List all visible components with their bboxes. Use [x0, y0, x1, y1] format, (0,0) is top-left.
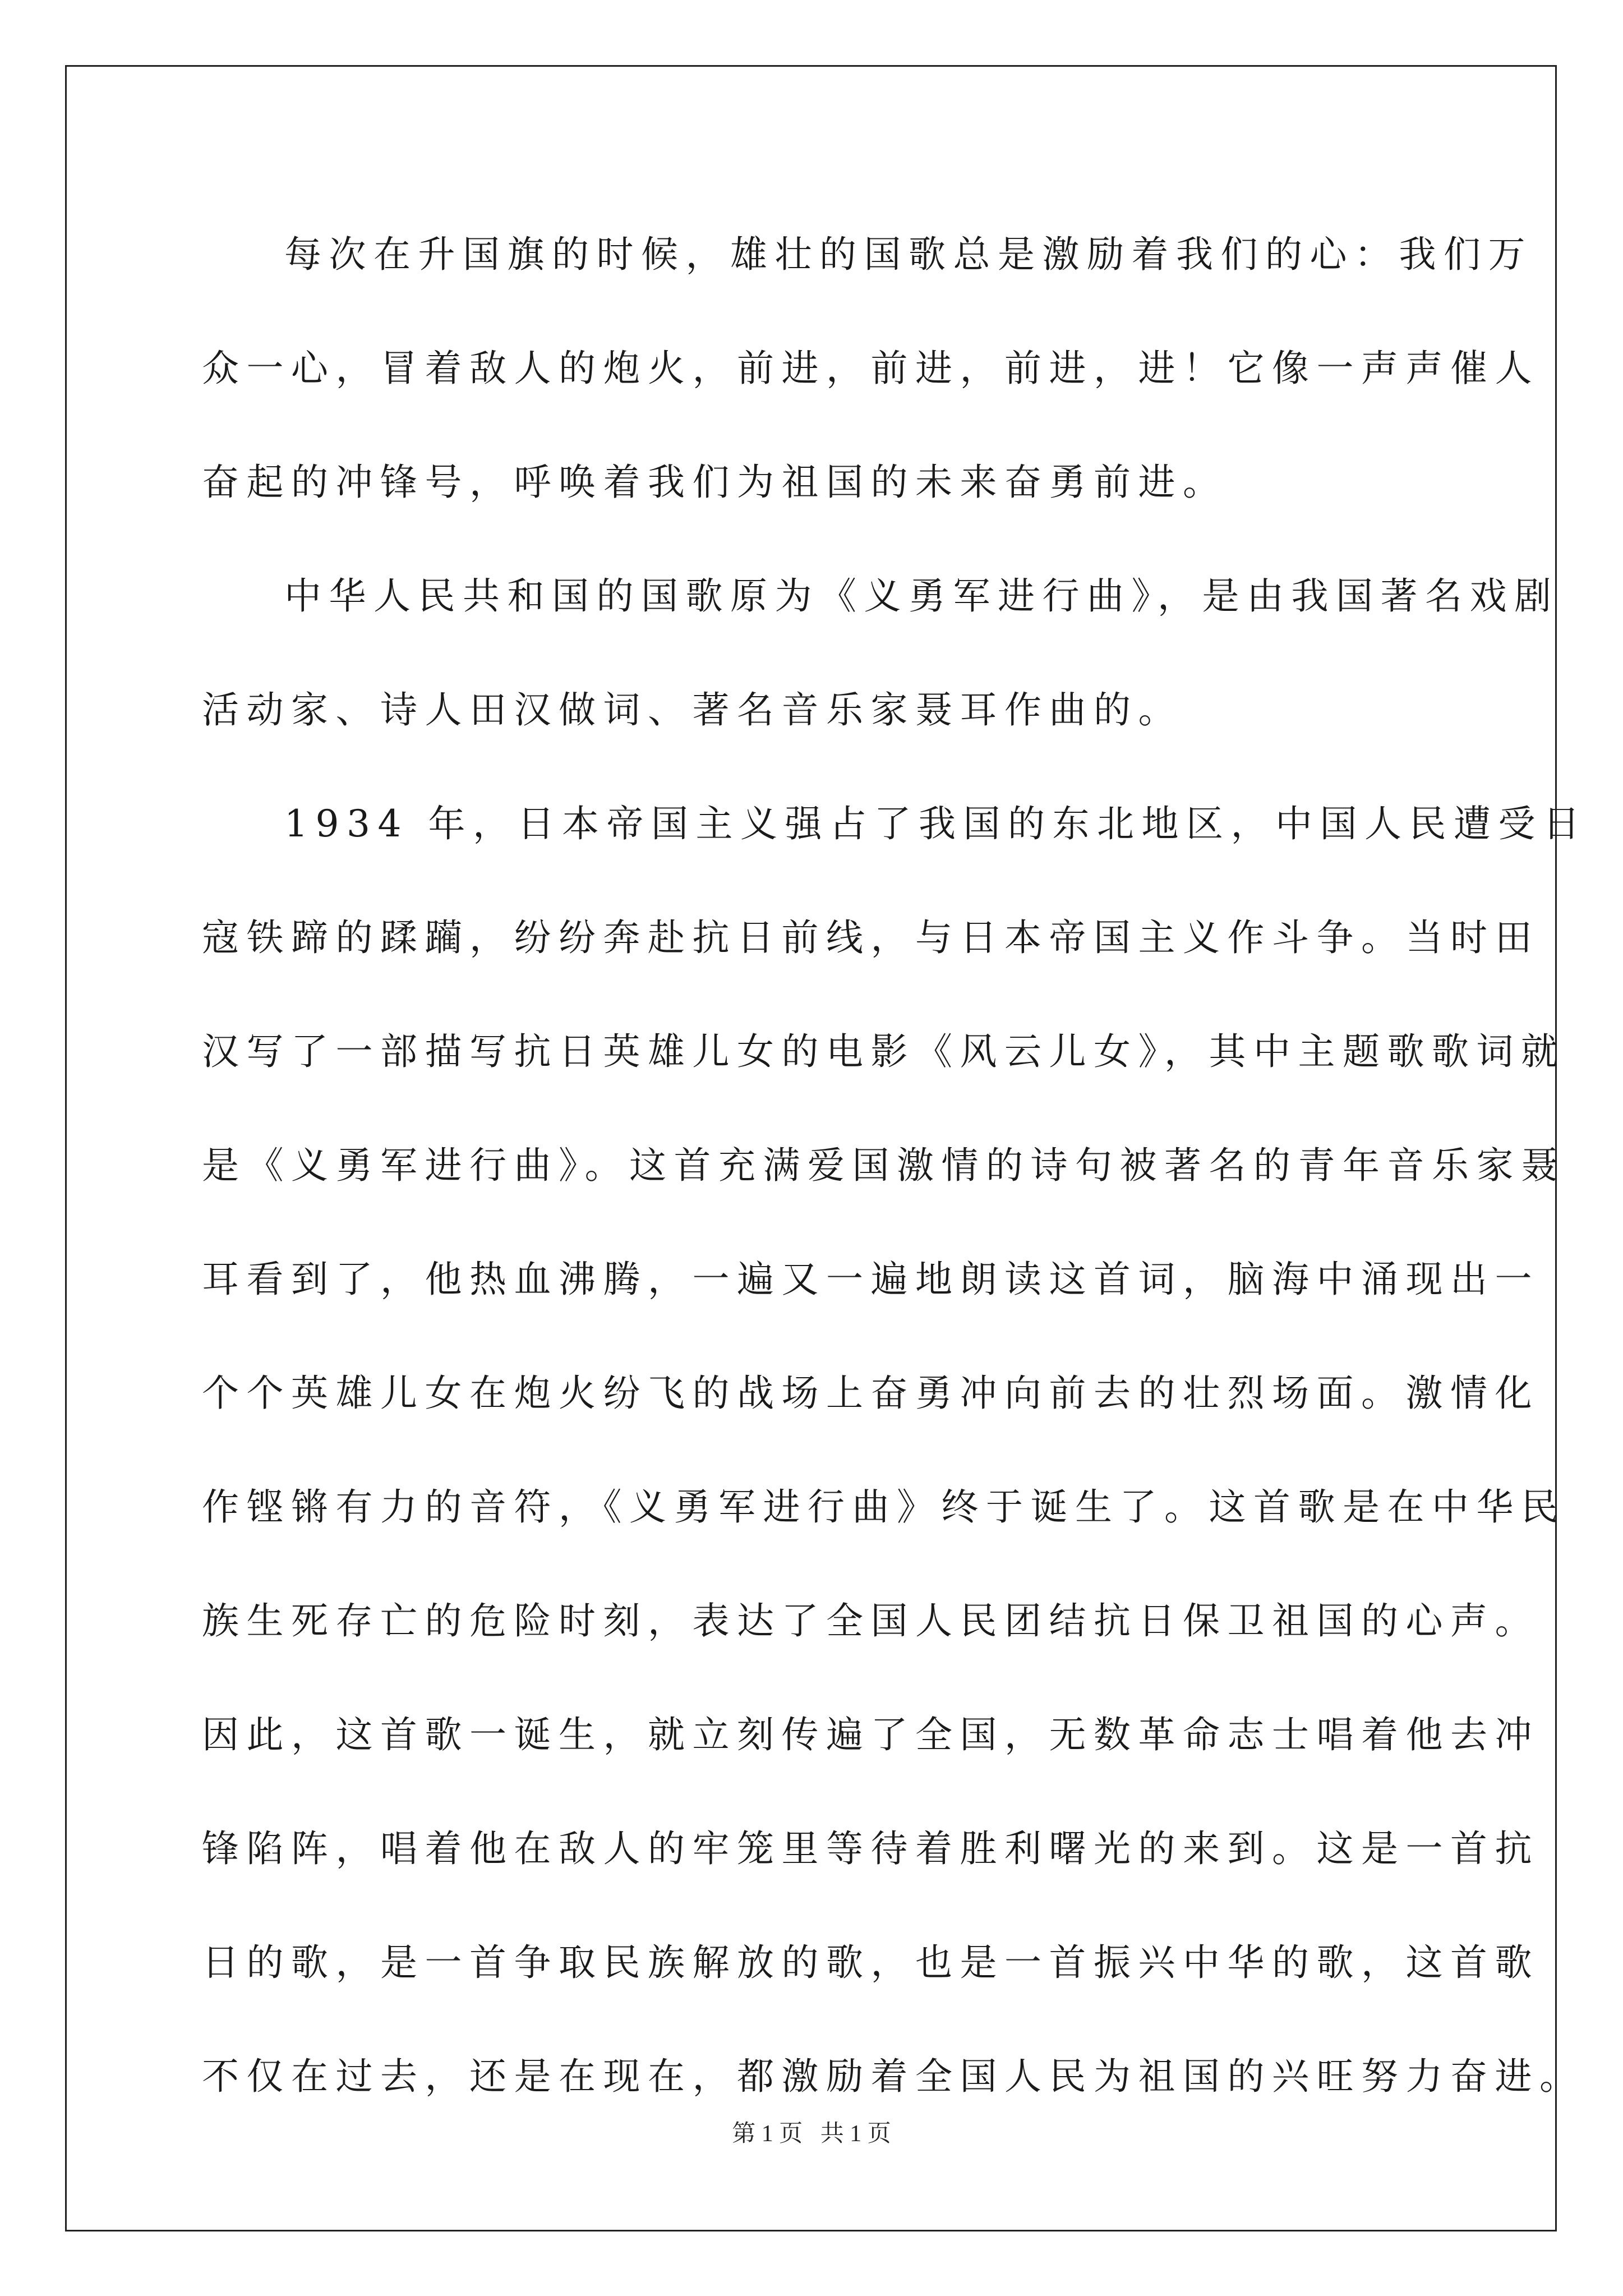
document-body: [202, 197, 1588, 2133]
paragraph-3: [202, 767, 1588, 2133]
text-line: 寇铁蹄的蹂躏，纷纷奔赴抗日前线，与日本帝国主义作斗争。当时田: [202, 916, 1539, 959]
text-line: 作铿锵有力的音符，《义勇军进行曲》终于诞生了。这首歌是在中华民: [202, 1485, 1566, 1529]
text-line: 因此，这首歌一诞生，就立刻传遍了全国，无数革命志士唱着他去冲: [202, 1713, 1539, 1756]
text-line: 汉写了一部描写抗日英雄儿女的电影《风云儿女》，其中主题歌歌词就: [202, 1030, 1566, 1073]
text-line: 不仅在过去，还是在现在，都激励着全国人民为祖国的兴旺努力奋进。: [202, 2055, 1584, 2098]
text-line: 1934 年，日本帝国主义强占了我国的东北地区，中国人民遭受日: [284, 802, 1588, 845]
text-line: 族生死存亡的危险时刻，表达了全国人民团结抗日保卫祖国的心声。: [202, 1599, 1539, 1642]
paragraph-1: [202, 197, 1539, 539]
text-line: 每次在升国旗的时候，雄壮的国歌总是激励着我们的心：我们万: [284, 233, 1533, 276]
page-footer: 第 1 页 共 1 页: [732, 2121, 891, 2147]
text-line: 众一心，冒着敌人的炮火，前进，前进，前进，进！它像一声声催人: [202, 347, 1539, 390]
text-line: 活动家、诗人田汉做词、著名音乐家聂耳作曲的。: [202, 688, 1183, 731]
text-line: 中华人民共和国的国歌原为《义勇军进行曲》，是由我国著名戏剧: [284, 574, 1559, 618]
text-line: 锋陷阵，唱着他在敌人的牢笼里等待着胜利曙光的来到。这是一首抗: [202, 1827, 1539, 1870]
text-line: 耳看到了，他热血沸腾，一遍又一遍地朗读这首词，脑海中涌现出一: [202, 1258, 1539, 1301]
text-line: 奋起的冲锋号，呼唤着我们为祖国的未来奋勇前进。: [202, 461, 1228, 504]
paragraph-2: [202, 539, 1559, 767]
text-line: 日的歌，是一首争取民族解放的歌，也是一首振兴中华的歌，这首歌: [202, 1941, 1539, 1984]
text-line: 是《义勇军进行曲》。这首充满爱国激情的诗句被著名的青年音乐家聂: [202, 1144, 1566, 1187]
text-line: 个个英雄儿女在炮火纷飞的战场上奋勇冲向前去的壮烈场面。激情化: [202, 1372, 1539, 1415]
